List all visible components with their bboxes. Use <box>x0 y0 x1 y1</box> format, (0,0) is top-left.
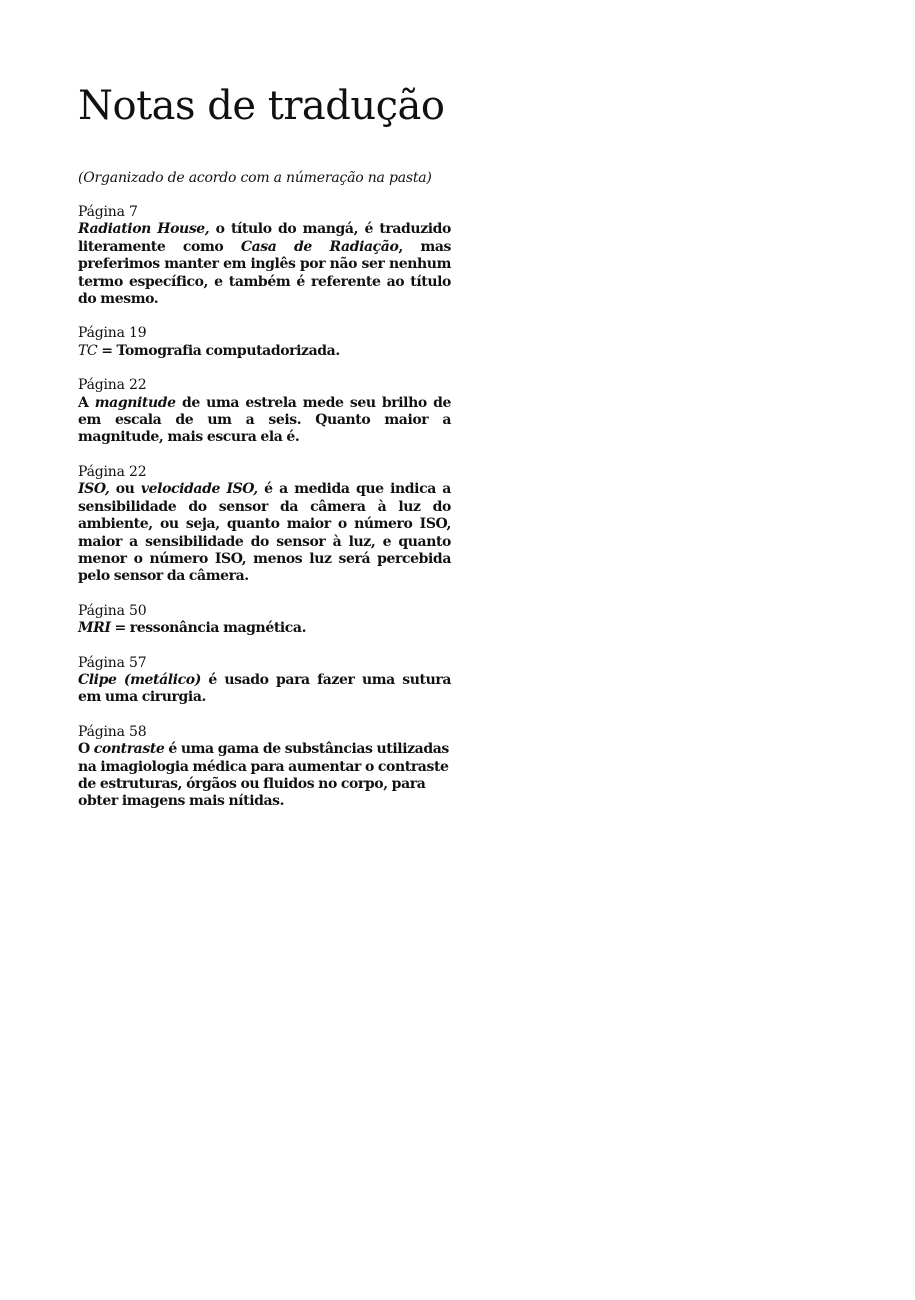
note-term: ISO, <box>78 481 110 498</box>
note-text: o título do mangá, é traduzido literamente como <box>78 221 451 255</box>
note-body <box>78 395 451 447</box>
note-text: = ressonância magnética. <box>110 620 307 637</box>
page-title: Notas de tradução <box>78 83 445 129</box>
note-item <box>78 325 451 360</box>
note-item <box>78 464 451 586</box>
notes-list <box>78 204 451 811</box>
note-term: MRI <box>78 620 111 637</box>
note-page-number: Página 57 <box>78 654 147 671</box>
note-text: ou <box>109 481 141 498</box>
note-item <box>78 655 451 707</box>
note-text: é a medida que indica a sensibilidade do sensor da câmera à luz do ambiente, ou seja, quanto maior o número ISO, maior a sensibilidade do sensor à luz, e quanto menor o número ISO, menos luz será percebida pelo sensor da câmera. <box>78 481 451 585</box>
note-item <box>78 724 451 811</box>
note-body <box>78 620 451 637</box>
note-page-number: Página 50 <box>78 602 147 619</box>
note-term: velocidade ISO, <box>140 481 258 498</box>
note-text: de uma estrela mede seu brilho de em escala de um a seis. Quanto maior a magnitude, mais escura ela é. <box>78 394 452 446</box>
note-text: , mas preferimos manter em inglês por não ser nenhum termo específico, e também é referente ao título do mesmo. <box>78 238 452 308</box>
note-term: TC <box>78 342 98 359</box>
note-page-number: Página 7 <box>78 204 138 220</box>
note-page-number: Página 19 <box>78 325 147 342</box>
note-page-number: Página 22 <box>78 377 147 394</box>
note-text: = Tomografia computadorizada. <box>97 342 340 359</box>
document-page <box>78 80 451 828</box>
note-item <box>78 204 451 308</box>
note-page-number: Página 22 <box>78 463 147 480</box>
note-term: contraste <box>93 741 165 758</box>
note-term: Radiation House, <box>78 221 210 238</box>
subtitle: (Organizado de acordo com a númeração na pasta) <box>78 170 432 186</box>
note-body <box>78 741 451 811</box>
note-term: magnitude <box>94 394 176 411</box>
note-body <box>78 481 451 585</box>
note-body <box>78 221 451 308</box>
note-text: A <box>78 394 95 411</box>
note-item <box>78 603 451 638</box>
note-body <box>78 343 451 360</box>
note-page-number: Página 58 <box>78 723 147 740</box>
note-term: Casa de Radiação <box>240 238 399 255</box>
note-text: O <box>78 741 94 758</box>
note-term: Clipe (metálico) <box>78 671 201 688</box>
note-text: é usado para fazer uma sutura em uma cirurgia. <box>78 671 451 706</box>
note-item <box>78 377 451 447</box>
note-body <box>78 672 451 707</box>
note-text: é uma gama de substâncias utilizadas na imagiologia médica para aumentar o contraste de estruturas, órgãos ou fluidos no corpo, para obter imagens mais nítidas. <box>78 741 449 810</box>
